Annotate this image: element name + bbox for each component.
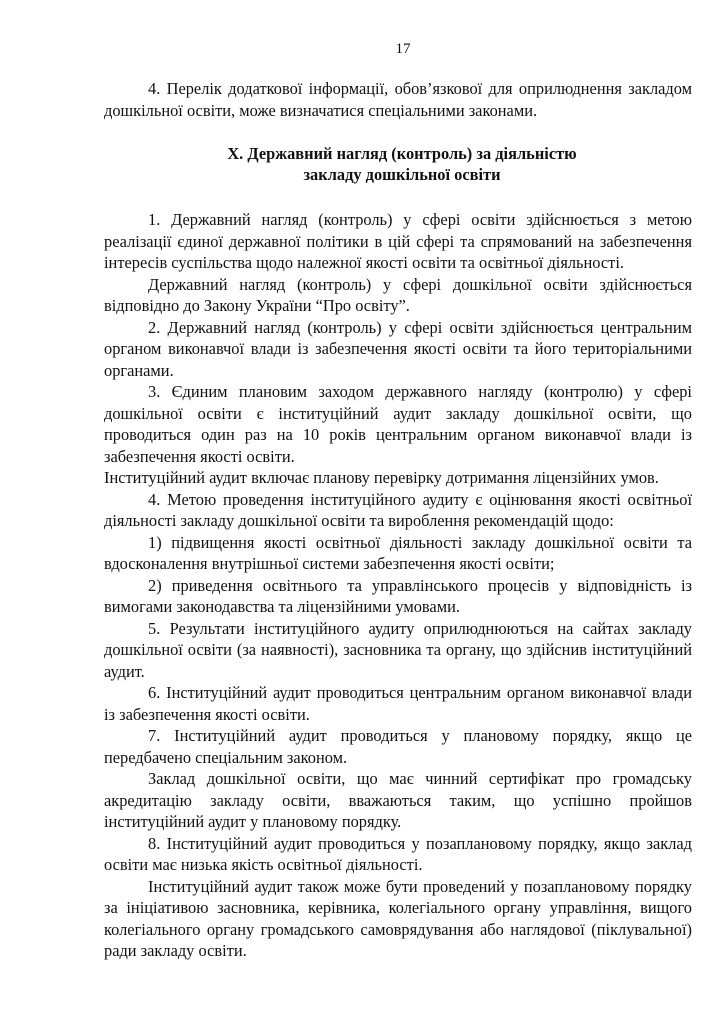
- body-paragraph: 4. Метою проведення інституційного аудиту є оцінювання якості освітньої діяльності закладу дошкільної освіти та вироблення рекомендацій щодо:: [104, 489, 692, 530]
- body-paragraph: 7. Інституційний аудит проводиться у плановому порядку, якщо це передбачено спеціальним законом.: [104, 726, 692, 767]
- body-paragraph: 2. Державний нагляд (контроль) у сфері освіти здійснюється центральним органом виконавчої влади із забезпечення якості освіти та його територіальними органами.: [104, 317, 692, 380]
- section-heading-line-1: X. Державний нагляд (контроль) за діяльністю: [227, 144, 577, 163]
- body-paragraph: Державний нагляд (контроль) у сфері дошкільної освіти здійснюється відповідно до Закону України “Про освіту”.: [104, 274, 692, 315]
- body-paragraph: Інституційний аудит включає планову перевірку дотримання ліцензійних умов.: [104, 468, 659, 487]
- body-paragraph: 5. Результати інституційного аудиту оприлюднюються на сайтах закладу дошкільної освіти (за наявності), засновника та органу, що здійснив інституційний аудит.: [104, 618, 692, 681]
- list-item: 1) підвищення якості освітньої діяльності закладу дошкільної освіти та вдосконалення внутрішньої системи забезпечення якості освіти;: [104, 532, 692, 573]
- section-body: [104, 209, 692, 962]
- intro-paragraph: 4. Перелік додаткової інформації, обов’язкової для оприлюднення закладом дошкільної освіти, може визначатися спеціальними законами.: [104, 79, 692, 120]
- section-heading: [104, 143, 692, 185]
- list-item: 2) приведення освітнього та управлінського процесів у відповідність із вимогами законодавства та ліцензійними умовами.: [104, 575, 692, 616]
- body-paragraph: 1. Державний нагляд (контроль) у сфері освіти здійснюється з метою реалізації єдиної державної політики в цій сфері та спрямований на забезпечення інтересів суспільства щодо належної якості освіти та освітньої діяльності.: [104, 210, 692, 272]
- section-heading-line-2: закладу дошкільної освіти: [303, 165, 501, 184]
- body-paragraph: 6. Інституційний аудит проводиться центральним органом виконавчої влади із забезпечення якості освіти.: [104, 683, 692, 724]
- body-paragraph: 8. Інституційний аудит проводиться у позаплановому порядку, якщо заклад освіти має низька якість освітньої діяльності.: [104, 833, 692, 874]
- page-number: 17: [395, 41, 411, 57]
- body-paragraph: 3. Єдиним плановим заходом державного нагляду (контролю) у сфері дошкільної освіти є інституційний аудит закладу дошкільної освіти, що проводиться один раз на 10 років центральним органом виконавчої влади із забезпечення якості освіти.: [104, 382, 692, 466]
- body-paragraph: Інституційний аудит також може бути проведений у позаплановому порядку за ініціативою засновника, керівника, колегіального органу управління, вищого колегіального органу громадського самоврядування або наглядової (піклувальної) ради закладу освіти.: [104, 876, 692, 960]
- document-page: [104, 40, 692, 962]
- body-paragraph: Заклад дошкільної освіти, що має чинний сертифікат про громадську акредитацію закладу освіти, вважаються таким, що успішно пройшов інституційний аудит у плановому порядку.: [104, 769, 692, 831]
